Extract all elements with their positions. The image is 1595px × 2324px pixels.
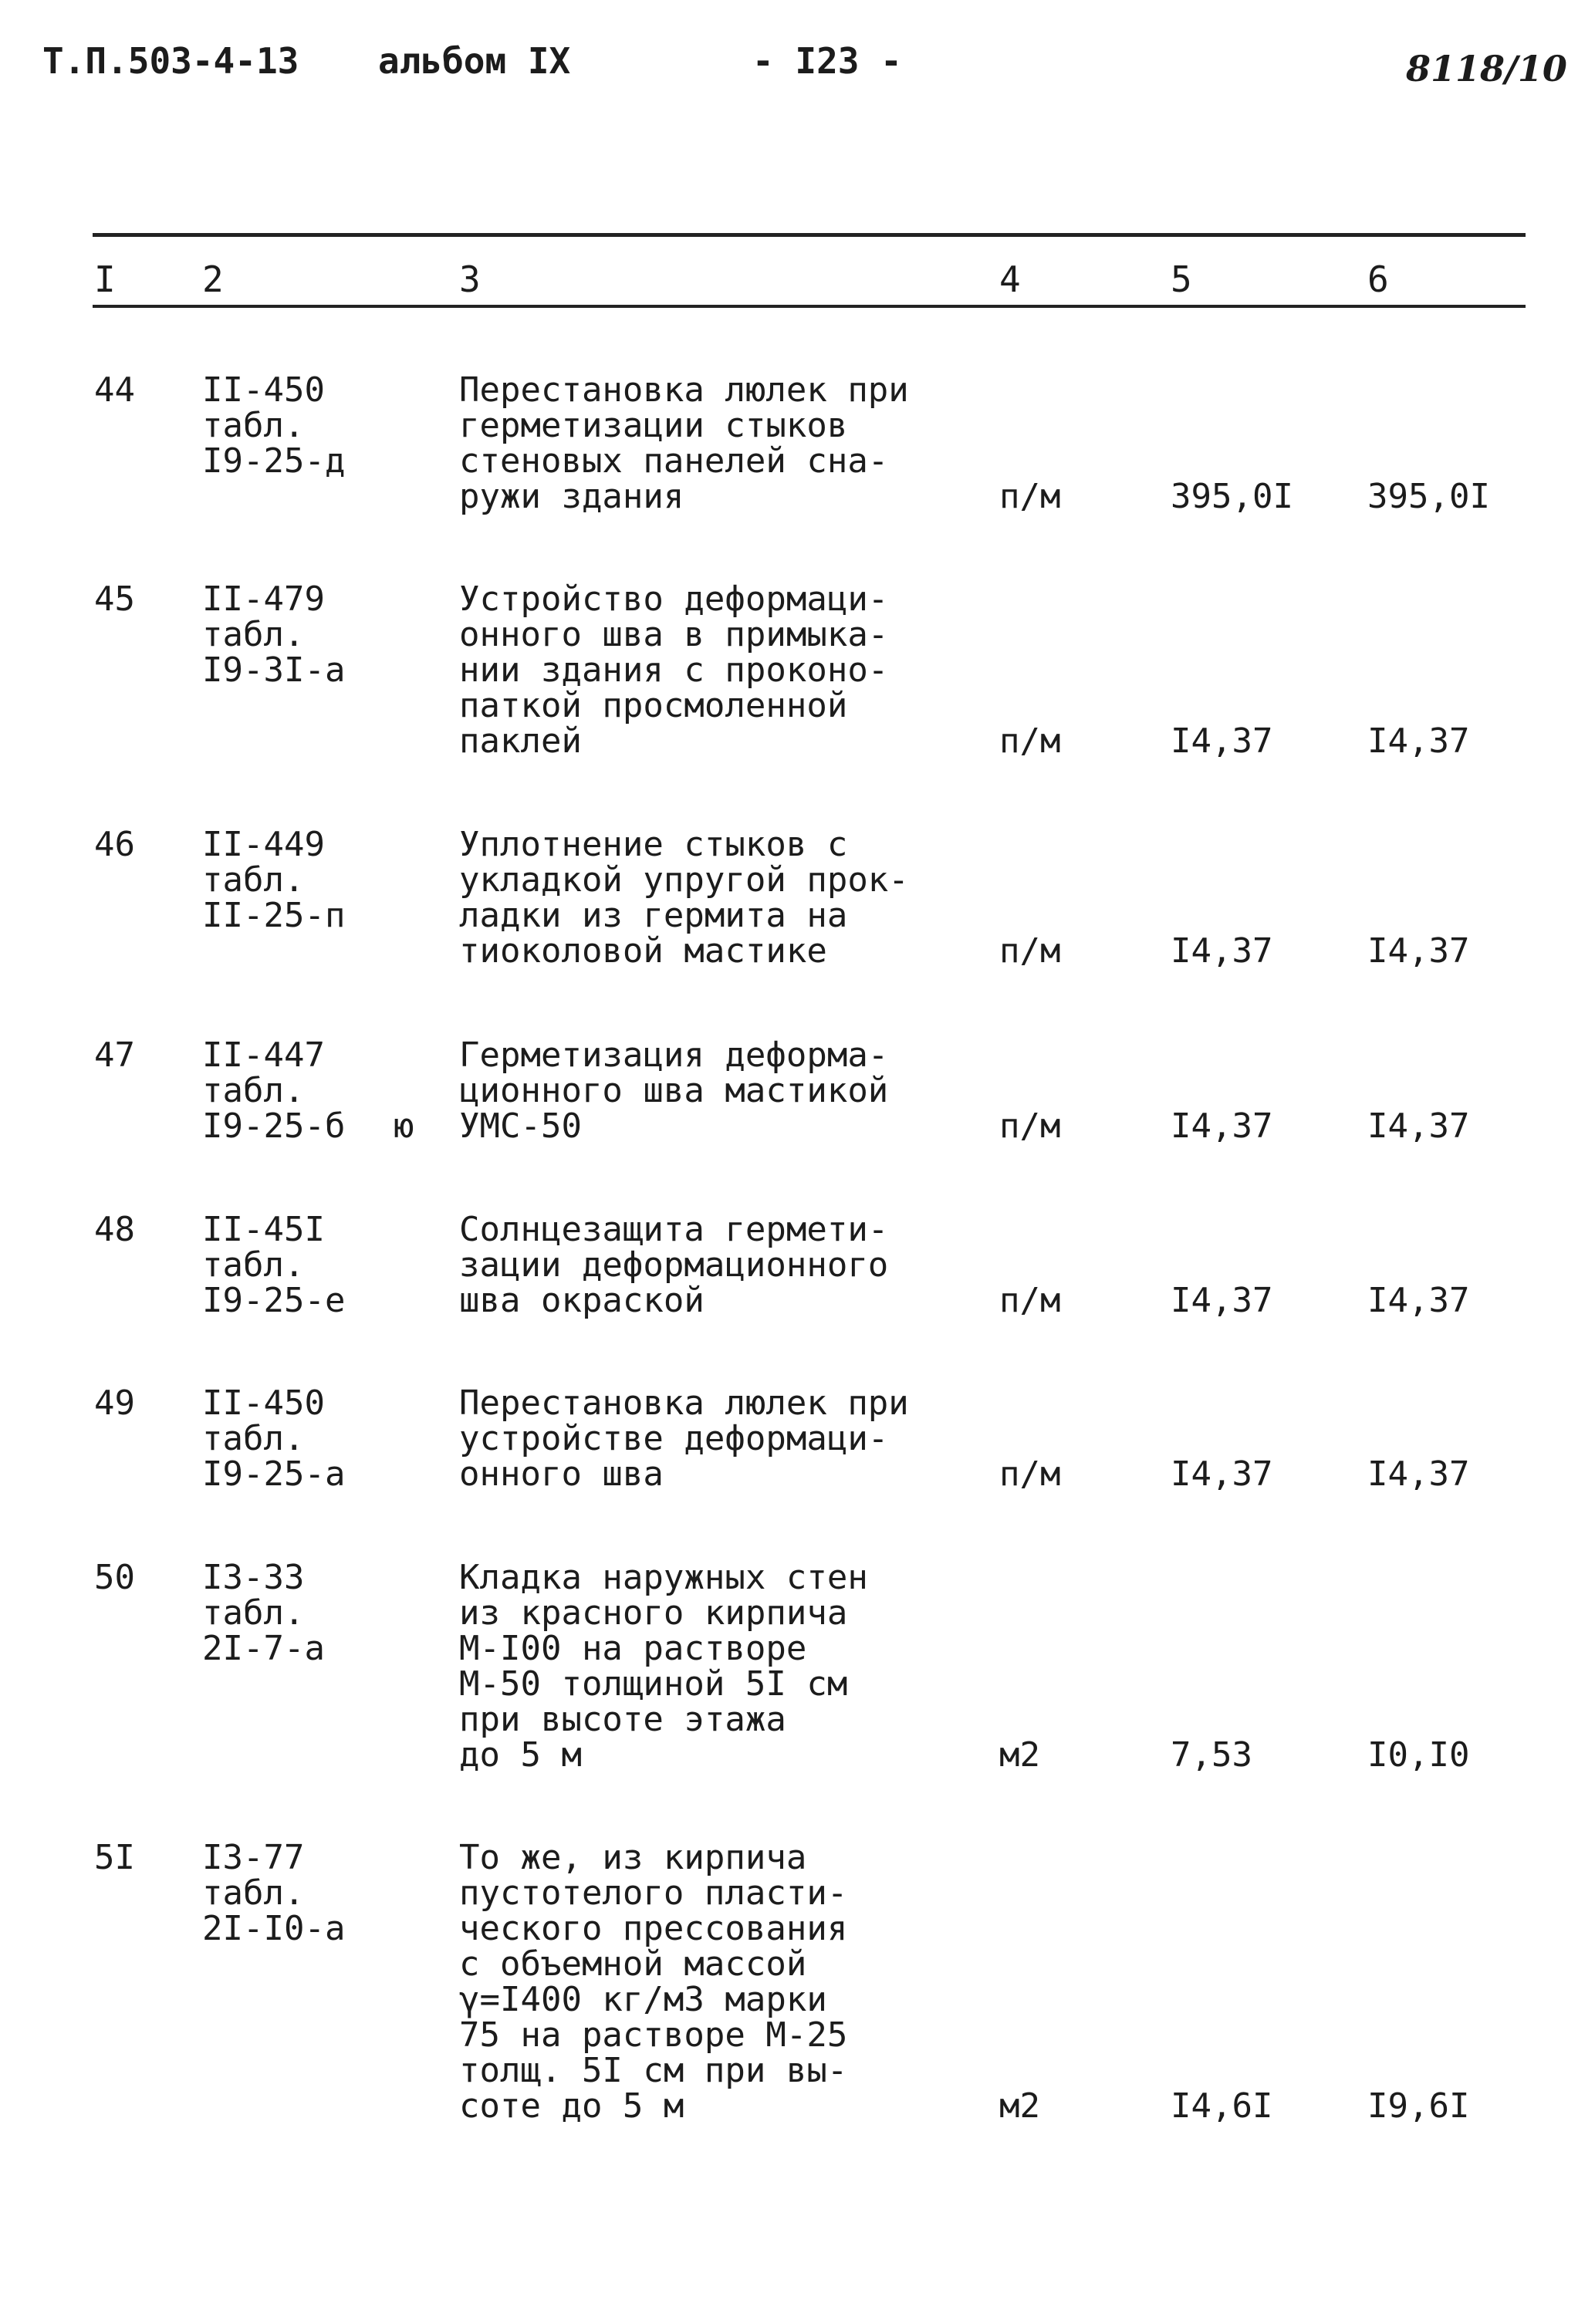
value-col5: I4,37 bbox=[1171, 721, 1273, 761]
norm-code: II-450 табл. I9-25-д bbox=[202, 370, 346, 481]
column-header-4: 4 bbox=[999, 258, 1021, 300]
value-col6: I4,37 bbox=[1367, 721, 1470, 761]
value-col6: I4,37 bbox=[1367, 1281, 1470, 1320]
value-col5: I4,37 bbox=[1171, 931, 1273, 971]
margin-mark: ю bbox=[394, 1106, 414, 1146]
column-header-3: 3 bbox=[459, 258, 481, 300]
value-col5: I4,37 bbox=[1171, 1106, 1273, 1146]
norm-code: II-449 табл. II-25-п bbox=[202, 825, 346, 935]
value-col5: I4,37 bbox=[1171, 1454, 1273, 1494]
unit: м2 bbox=[999, 1735, 1040, 1775]
page-number: - I23 - bbox=[752, 40, 902, 82]
row-number: 49 bbox=[94, 1383, 135, 1423]
value-col5: 395,0I bbox=[1171, 477, 1293, 516]
value-col6: I0,I0 bbox=[1367, 1735, 1470, 1775]
norm-code: II-479 табл. I9-3I-а bbox=[202, 579, 346, 690]
unit: п/м bbox=[999, 1281, 1061, 1320]
value-col6: I4,37 bbox=[1367, 931, 1470, 971]
table-top-rule bbox=[93, 233, 1526, 237]
album-label: альбом IX bbox=[378, 40, 571, 82]
value-col6: I4,37 bbox=[1367, 1454, 1470, 1494]
norm-code: II-45I табл. I9-25-е bbox=[202, 1210, 346, 1320]
norm-code: I3-33 табл. 2I-7-а bbox=[202, 1558, 325, 1668]
work-description: Кладка наружных стен из красного кирпича М-I00 на растворе М-50 толщиной 5I см при высоте этажа до 5 м bbox=[459, 1558, 868, 1775]
column-header-2: 2 bbox=[202, 258, 224, 300]
work-description: Перестановка люлек при устройстве деформаци- онного шва bbox=[459, 1383, 909, 1494]
row-number: 46 bbox=[94, 825, 135, 864]
value-col5: 7,53 bbox=[1171, 1735, 1252, 1775]
work-description: Герметизация деформа- ционного шва мастикой УМС-50 bbox=[459, 1035, 889, 1146]
table-header-rule bbox=[93, 305, 1526, 308]
row-number: 47 bbox=[94, 1035, 135, 1075]
row-number: 44 bbox=[94, 370, 135, 410]
work-description: Устройство деформаци- онного шва в примыка- нии здания с проконо- паткой просмоленной паклей bbox=[459, 579, 889, 761]
column-header-1: I bbox=[94, 258, 116, 300]
sheet-number: 8118/10 bbox=[1406, 48, 1567, 90]
norm-code: I3-77 табл. 2I-I0-а bbox=[202, 1838, 346, 1948]
value-col6: I9,6I bbox=[1367, 2086, 1470, 2126]
work-description: Уплотнение стыков с укладкой упругой прок- ладки из гермита на тиоколовой мастике bbox=[459, 825, 909, 971]
row-number: 45 bbox=[94, 579, 135, 619]
unit: п/м bbox=[999, 721, 1061, 761]
column-header-5: 5 bbox=[1171, 258, 1192, 300]
work-description: То же, из кирпича пустотелого пласти- ческого прессования с объемной массой γ=I400 кг/м3 марки 75 на растворе М-25 толщ. 5I см при вы- соте до 5 м bbox=[459, 1838, 848, 2126]
unit: п/м bbox=[999, 477, 1061, 516]
value-col6: I4,37 bbox=[1367, 1106, 1470, 1146]
row-number: 5I bbox=[94, 1838, 135, 1877]
norm-code: II-450 табл. I9-25-а bbox=[202, 1383, 346, 1494]
column-header-6: 6 bbox=[1367, 258, 1389, 300]
work-description: Перестановка люлек при герметизации стыков стеновых панелей сна- ружи здания bbox=[459, 370, 909, 516]
norm-code: II-447 табл. I9-25-б bbox=[202, 1035, 346, 1146]
work-description: Солнцезащита гермети- зации деформационного шва окраской bbox=[459, 1210, 889, 1320]
unit: п/м bbox=[999, 1454, 1061, 1494]
unit: м2 bbox=[999, 2086, 1040, 2126]
value-col6: 395,0I bbox=[1367, 477, 1490, 516]
unit: п/м bbox=[999, 931, 1061, 971]
value-col5: I4,37 bbox=[1171, 1281, 1273, 1320]
value-col5: I4,6I bbox=[1171, 2086, 1273, 2126]
row-number: 50 bbox=[94, 1558, 135, 1597]
unit: п/м bbox=[999, 1106, 1061, 1146]
row-number: 48 bbox=[94, 1210, 135, 1249]
doc-code: Т.П.503-4-13 bbox=[42, 40, 299, 82]
